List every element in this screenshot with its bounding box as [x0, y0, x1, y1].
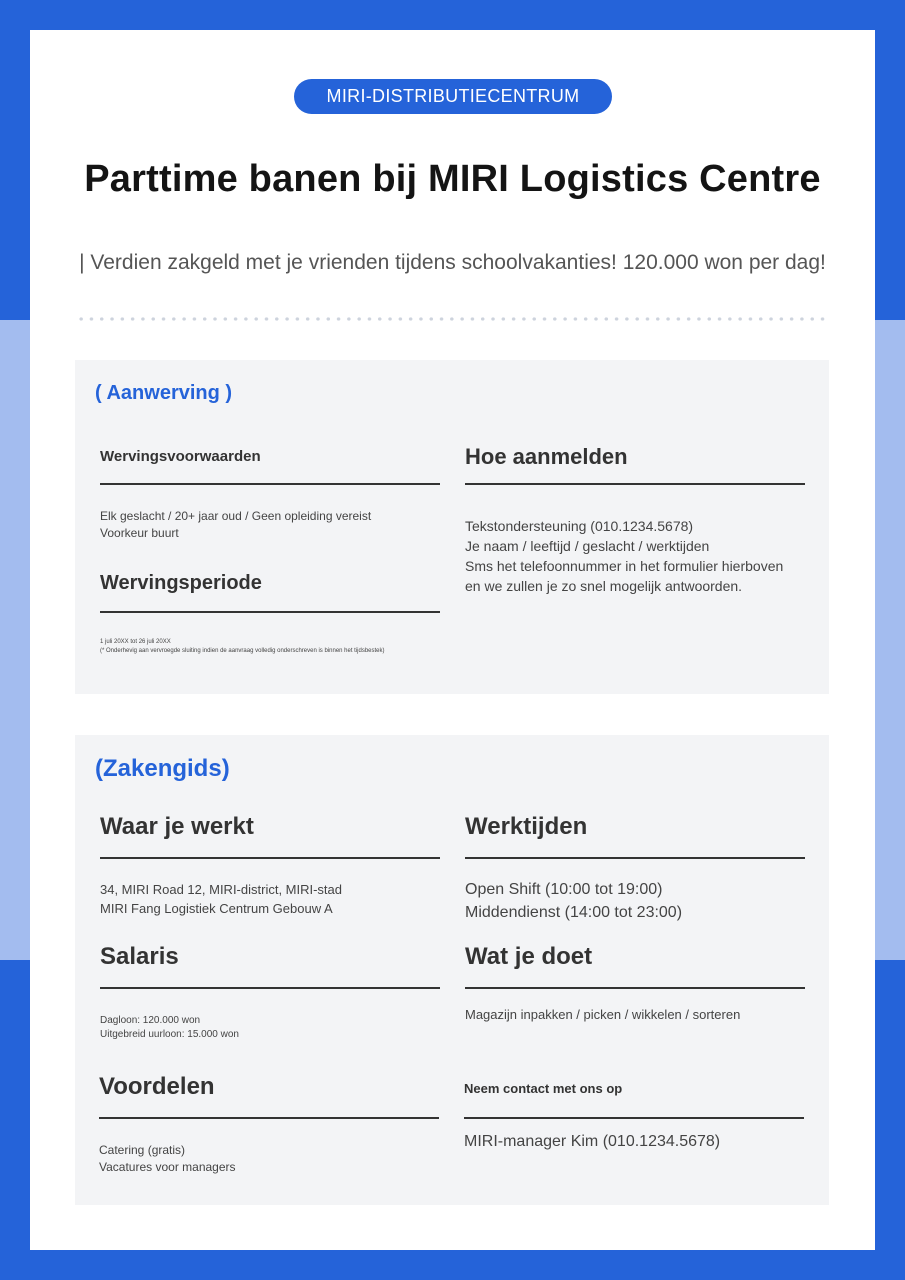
hours-line: Middendienst (14:00 tot 23:00) [465, 904, 683, 921]
salary-text [100, 1014, 445, 1042]
benefits-heading: Voordelen [99, 1073, 439, 1119]
period-heading: Wervingsperiode [100, 572, 440, 613]
dotted-divider [76, 317, 826, 321]
guide-label: (Zakengids) [95, 755, 230, 782]
recruitment-left-column [100, 360, 440, 694]
recruitment-label: ( Aanwerving ) [95, 382, 233, 404]
guide-right-column [465, 735, 805, 1205]
flyer-sheet [30, 30, 875, 1250]
apply-text [465, 516, 810, 596]
tasks-text [465, 1006, 810, 1024]
workplace-line: 34, MIRI Road 12, MIRI-district, MIRI-stad [100, 882, 343, 897]
contact-line: MIRI-manager Kim (010.1234.5678) [464, 1133, 721, 1150]
apply-line: Sms het telefoonnummer in het formulier hierboven [465, 558, 784, 574]
business-guide-section [75, 735, 829, 1205]
page-subtitle: | Verdien zakgeld met je vrienden tijdens schoolvakanties! 120.000 won per dag! [79, 251, 826, 274]
apply-line: Je naam / leeftijd / geslacht / werktijden [465, 538, 710, 554]
tasks-heading: Wat je doet [465, 943, 805, 989]
period-line: 1 juli 20XX tot 26 juli 20XX [100, 639, 171, 645]
workplace-text [100, 880, 445, 918]
salary-line: Dagloon: 120.000 won [100, 1015, 201, 1026]
apply-heading: Hoe aanmelden [465, 444, 805, 485]
contact-heading: Neem contact met ons op [464, 1081, 804, 1119]
category-badge: MIRI-DISTRIBUTIECENTRUM [294, 79, 612, 114]
apply-line: en we zullen je zo snel mogelijk antwoorden. [465, 578, 743, 594]
benefits-line: Catering (gratis) [99, 1143, 186, 1157]
tasks-line: Magazijn inpakken / picken / wikkelen / sorteren [465, 1007, 741, 1022]
workplace-line: MIRI Fang Logistiek Centrum Gebouw A [100, 901, 333, 916]
period-text [100, 638, 445, 656]
apply-line: Tekstondersteuning (010.1234.5678) [465, 518, 694, 534]
hours-heading: Werktijden [465, 813, 805, 859]
hours-line: Open Shift (10:00 tot 19:00) [465, 881, 663, 898]
period-line: (* Onderhevig aan vervroegde sluiting indien de aanvraag volledig onderschreven is binnen het tijdsbestek) [100, 648, 385, 654]
guide-left-column [100, 735, 440, 1205]
benefits-line: Vacatures voor managers [99, 1160, 236, 1174]
recruitment-section [75, 360, 829, 694]
conditions-heading: Wervingsvoorwaarden [100, 448, 440, 485]
benefits-text [99, 1142, 444, 1176]
conditions-line: Elk geslacht / 20+ jaar oud / Geen opleiding vereist [100, 509, 372, 523]
contact-text [464, 1131, 809, 1153]
salary-line: Uitgebreid uurloon: 15.000 won [100, 1029, 239, 1040]
conditions-line: Voorkeur buurt [100, 526, 179, 540]
page-title: Parttime banen bij MIRI Logistics Centre [84, 158, 821, 200]
conditions-text [100, 508, 445, 542]
workplace-heading: Waar je werkt [100, 813, 440, 859]
recruitment-right-column [465, 360, 805, 694]
hours-text [465, 878, 810, 924]
salary-heading: Salaris [100, 943, 440, 989]
